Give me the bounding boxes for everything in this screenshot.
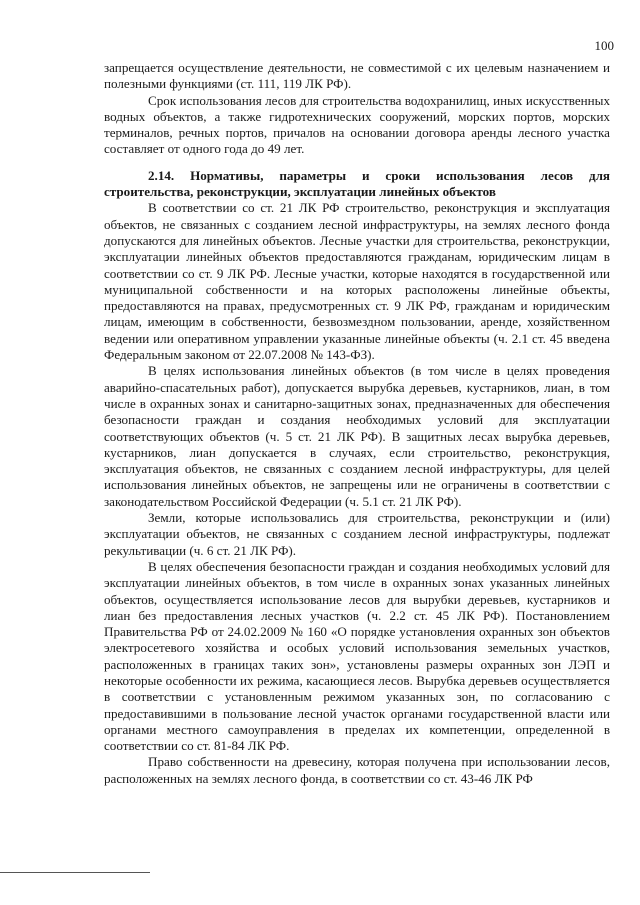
paragraph: В соответствии со ст. 21 ЛК РФ строительство, реконструкция и эксплуатация объектов, не связанных с созданием лесной инфраструктуры, на землях лесного фонда допускаются для линейных объектов. Лесные участки для строительства, реконструкции, эксплуатации линейных объектов предоставляются гражданам, юридическим лицам в соответствии со ст. 9 ЛК РФ. Лесные участки, которые находятся в государственной или муниципальной собственности и на которых расположены линейные объекты, предоставляются на правах, предусмотренных ст. 9 ЛК РФ, гражданам и юридическим лицам, имеющим в собственности, безвозмездном пользовании, аренде, хозяйственном ведении или оперативном управлении указанные линейные объекты (ч. 2.1 ст. 45 введена Федеральным законом от 22.07.2008 № 143-ФЗ).	[104, 200, 610, 363]
page-number: 100	[594, 38, 614, 53]
section-heading: 2.14. Нормативы, параметры и сроки использования лесов для строительства, реконструкции, эксплуатации линейных объектов	[104, 167, 610, 200]
paragraph: Срок использования лесов для строительства водохранилищ, иных искусственных водных объектов, а также гидротехнических сооружений, морских портов, морских терминалов, речных портов, причалов на основании договора аренды лесного участка составляет от одного года до 49 лет.	[104, 92, 610, 157]
paragraph: запрещается осуществление деятельности, не совместимой с их целевым назначением и полезными функциями (ст. 111, 119 ЛК РФ).	[104, 60, 610, 92]
spacer	[104, 158, 610, 168]
footer-divider	[0, 872, 150, 873]
paragraph: В целях обеспечения безопасности граждан и создания необходимых условий для эксплуатации линейных объектов, в том числе в охранных зонах указанных линейных объектов, осуществляется использование лесов для вырубки деревьев, кустарников и лиан без предоставления лесных участков (ч. 2.2 ст. 45 ЛК РФ). Постановлением Правительства РФ от 24.02.2009 № 160 «О порядке установления охранных зон объектов электросетевого хозяйства и особых условий использования земельных участков, расположенных в границах таких зон», установлены размеры охранных зон ЛЭП и некоторые особенности их режима, касающиеся лесов. Вырубка деревьев осуществляется в соответствии с установленным режимом указанных зон, по согласованию с предоставившими в пользование лесной участок органами государственной власти или органами местного самоуправления в пределах их компетенции, определенной в соответствии со ст. 81-84 ЛК РФ.	[104, 558, 610, 754]
document-body	[104, 60, 610, 787]
paragraph: В целях использования линейных объектов (в том числе в целях проведения аварийно-спасательных работ), допускается вырубка деревьев, кустарников, лиан, в том числе в охранных зонах и санитарно-защитных зонах, предназначенных для обеспечения безопасности граждан и создания необходимых условий для эксплуатации соответствующих объектов (ч. 5 ст. 21 ЛК РФ). В защитных лесах вырубка деревьев, кустарников, лиан допускается в случаях, если строительство, реконструкция, эксплуатация объектов, не связанных с созданием лесной инфраструктуры, для целей использования линейных объектов, не запрещены или не ограничены в соответствии с законодательством Российской Федерации (ч. 5.1 ст. 21 ЛК РФ).	[104, 363, 610, 509]
paragraph: Право собственности на древесину, которая получена при использовании лесов, расположенных на землях лесного фонда, в соответствии со ст. 43-46 ЛК РФ	[104, 754, 610, 786]
paragraph: Земли, которые использовались для строительства, реконструкции и (или) эксплуатации объектов, не связанных с созданием лесной инфраструктуры, подлежат рекультивации (ч. 6 ст. 21 ЛК РФ).	[104, 510, 610, 558]
